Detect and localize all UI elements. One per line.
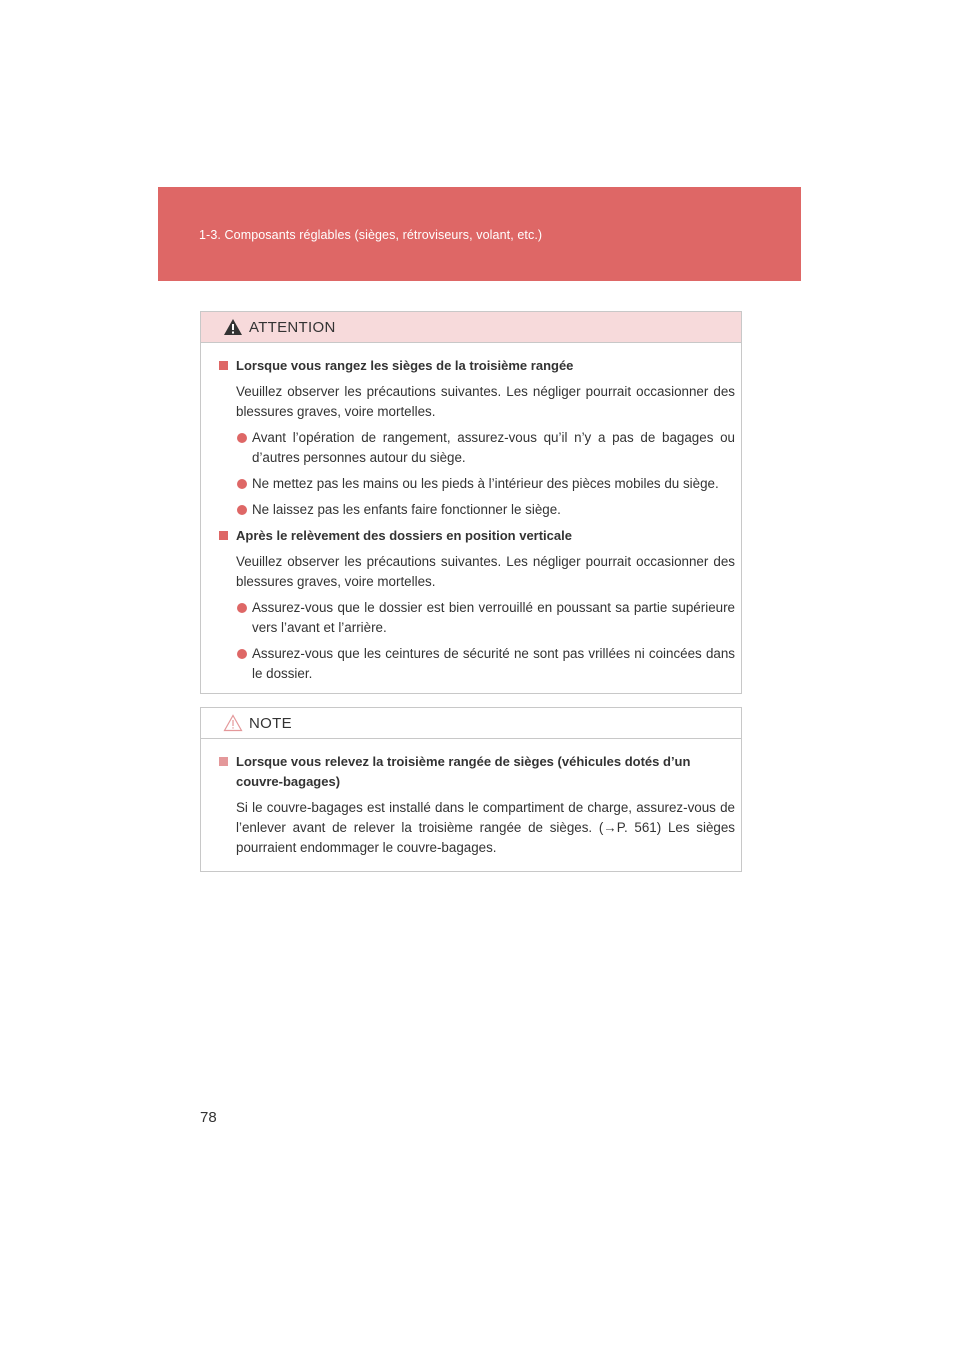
- section-title: Lorsque vous rangez les sièges de la troisième rangée: [219, 356, 735, 376]
- square-bullet-icon: [219, 531, 228, 540]
- paragraph: Veuillez observer les précautions suivantes. Les négliger pourrait occasionner des blessures graves, voire mortelles.: [236, 554, 735, 589]
- square-bullet-icon: [219, 757, 228, 766]
- list-item: Avant l’opération de rangement, assurez-vous qu’il n’y a pas de bagages ou d’autres personnes autour du siège.: [219, 428, 735, 468]
- breadcrumb: 1-3. Composants réglables (sièges, rétroviseurs, volant, etc.): [199, 228, 543, 242]
- note-title: NOTE: [249, 715, 292, 732]
- circle-bullet-icon: [237, 479, 247, 489]
- list-item: Assurez-vous que le dossier est bien verrouillé en poussant sa partie supérieure vers l’avant et l’arrière.: [219, 598, 735, 638]
- attention-header: [201, 312, 741, 343]
- note-box: [200, 707, 742, 872]
- paragraph: Veuillez observer les précautions suivantes. Les négliger pourrait occasionner des blessures graves, voire mortelles.: [236, 384, 735, 419]
- paragraph: Si le couvre-bagages est installé dans le compartiment de charge, assurez-vous de l’enlever avant de relever la troisième rangée de sièges. (→P. 561) Les sièges pourraient endommager le couvre-bagages.: [236, 800, 735, 855]
- chapter-header: [158, 187, 801, 281]
- page-number: 78: [200, 1109, 217, 1126]
- list-item: Ne mettez pas les mains ou les pieds à l’intérieur des pièces mobiles du siège.: [219, 474, 735, 494]
- note-header: [201, 708, 741, 739]
- circle-bullet-icon: [237, 649, 247, 659]
- section-title: Lorsque vous relevez la troisième rangée de sièges (véhicules dotés d’un couvre-bagages): [219, 752, 735, 792]
- attention-title: ATTENTION: [249, 319, 336, 336]
- circle-bullet-icon: [237, 433, 247, 443]
- section-title: Après le relèvement des dossiers en position verticale: [219, 526, 735, 546]
- list-item: Ne laissez pas les enfants faire fonctionner le siège.: [219, 500, 735, 520]
- square-bullet-icon: [219, 361, 228, 370]
- caution-icon: [223, 714, 243, 732]
- circle-bullet-icon: [237, 505, 247, 515]
- warning-icon: [223, 318, 243, 336]
- list-item: Assurez-vous que les ceintures de sécurité ne sont pas vrillées ni coincées dans le dossier.: [219, 644, 735, 684]
- attention-box: [200, 311, 742, 694]
- circle-bullet-icon: [237, 603, 247, 613]
